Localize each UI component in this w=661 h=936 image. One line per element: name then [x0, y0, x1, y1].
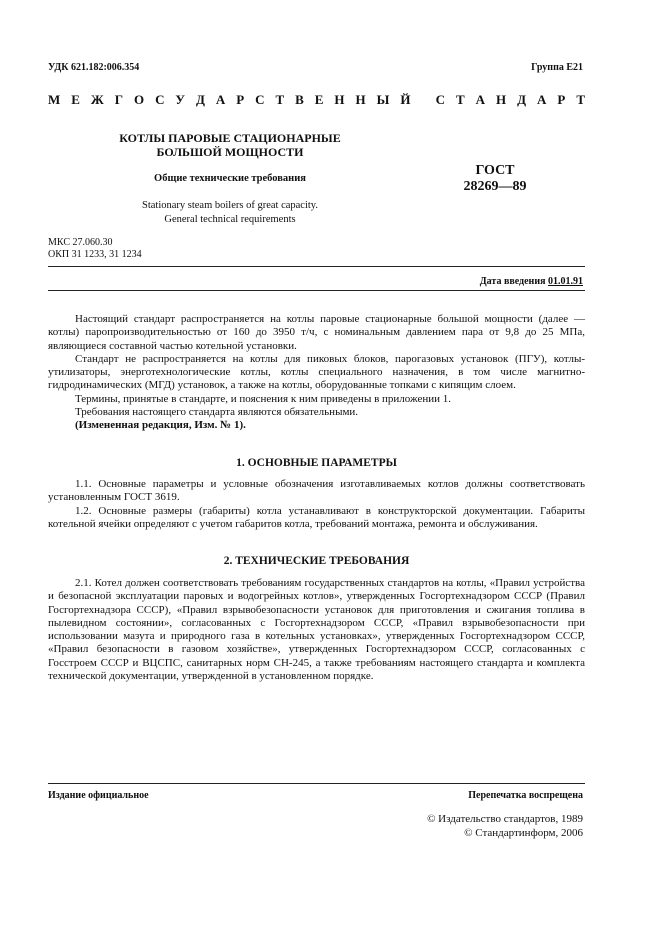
- clause-2-1: 2.1. Котел должен соответствовать требованиям государственных стандартов на котлы, «Правил устройства и безопасной эксплуатации паровых и водогрейных котлов», утвержденных Госгортехнадзором СССР (Правил Госгортехнадзора СССР), «Правил взрывобезопасности установок для приготовления и сжигания топлива в пылевидном состоянии», согласованных с Госгортехнадзором СССР, «Правил взрывобезопасности при использовании мазута и природного газа в котельных установках», утвержденных Госгортехнадзором СССР, «Правил безопасности в газовом хозяйстве», утвержденных Госгортехнадзором СССР, согласованных с Госстроем СССР и ВЦСПС, санитарных норм СН-245, а также требованиям настоящего стандарта и комплекта технической документации, утвержденной в установленном порядке.: [48, 577, 585, 683]
- banner-letter: Т: [456, 92, 465, 107]
- classification-codes: [48, 237, 142, 261]
- banner-letter: М: [48, 92, 61, 107]
- section-2-heading: 2. ТЕХНИЧЕСКИЕ ТРЕБОВАНИЯ: [223, 555, 410, 567]
- banner-letter: Н: [355, 92, 366, 107]
- udk-code: УДК 621.182:006.354: [48, 62, 140, 73]
- banner-letter: С: [255, 92, 265, 107]
- okp-code: ОКП 31 1233, 31 1234: [48, 249, 142, 260]
- copyright-block: [427, 812, 583, 840]
- section-1-heading: 1. ОСНОВНЫЕ ПАРАМЕТРЫ: [236, 457, 397, 469]
- intro-paragraph-3: Термины, принятые в стандарте, и пояснения к ним приведены в приложении 1.: [75, 392, 452, 405]
- intro-text: [48, 313, 585, 433]
- banner-letter: А: [475, 92, 486, 107]
- banner-letter: Ж: [90, 92, 104, 107]
- document-title: [95, 131, 365, 159]
- introduction-date: [480, 276, 583, 287]
- copyright-1989: © Издательство стандартов, 1989: [427, 813, 583, 825]
- banner-letter: Т: [275, 92, 285, 107]
- copyright-2006: © Стандартинформ, 2006: [464, 827, 583, 839]
- divider-after-date: [48, 290, 585, 291]
- group-code: Группа Е21: [531, 62, 583, 73]
- english-title: [95, 199, 365, 227]
- banner-letter: Н: [496, 92, 507, 107]
- banner-letter: С: [155, 92, 165, 107]
- intro-paragraph-1: Настоящий стандарт распространяется на котлы паровые стационарные большой мощности (далее — котлы) паропроизводительностью от 160 до 3950 т/ч, с номинальным давлением пара от 9,8 до 25 МПа, являющиеся составной частью котельной установки.: [48, 313, 585, 352]
- section-1-text: [48, 478, 585, 531]
- amendment-note: (Измененная редакция, Изм. № 1).: [75, 419, 246, 432]
- banner-letter: Н: [334, 92, 345, 107]
- intro-paragraph-2: Стандарт не распространяется на котлы для пиковых блоков, парогазовых установок (ПГУ), котлы-утилизаторы, энерготехнологические котлы, котлы специального назначения, в том числе магнитно-гидродинамических (МГД) установок, а также на котлы, оборудованные топками с кипящим слоем.: [48, 352, 585, 392]
- gost-label: ГОСТ: [475, 163, 515, 178]
- divider-top: [48, 266, 585, 267]
- clause-1-2: 1.2. Основные размеры (габариты) котла устанавливают в конструкторской документации. Габариты котельной ячейки определяют с учетом габаритов котла, требований монтажа, ремонта и обслуживания.: [48, 504, 585, 530]
- banner-letter: Р: [557, 92, 566, 107]
- banner-letter: Д: [195, 92, 205, 107]
- banner-letter: Г: [114, 92, 123, 107]
- section-2-text: [48, 577, 585, 683]
- banner-letter: С: [435, 92, 446, 107]
- banner-letter: А: [537, 92, 547, 107]
- title-line-2: БОЛЬШОЙ МОЩНОСТИ: [156, 145, 304, 159]
- english-title-line-2: General technical requirements: [164, 214, 296, 225]
- clause-1-1: 1.1. Основные параметры и условные обозначения изготавливаемых котлов должны соответствовать установленным ГОСТ 3619.: [48, 478, 585, 504]
- banner-letter: Е: [314, 92, 324, 107]
- gost-designation: [455, 163, 535, 195]
- gost-number: 28269—89: [463, 179, 527, 194]
- title-line-1: КОТЛЫ ПАРОВЫЕ СТАЦИОНАРНЫЕ: [119, 131, 341, 145]
- banner-letter: В: [295, 92, 304, 107]
- banner-letter: Р: [236, 92, 245, 107]
- intro-paragraph-4: Требования настоящего стандарта являются обязательными.: [75, 406, 359, 419]
- banner-letter: Й: [400, 92, 411, 107]
- banner-letter: Ы: [376, 92, 390, 107]
- banner-letter: О: [133, 92, 145, 107]
- banner-letter: Е: [71, 92, 80, 107]
- reprint-prohibited: Перепечатка воспрещена: [468, 790, 583, 801]
- introduction-date-label: Дата введения: [479, 276, 548, 287]
- banner-letter: А: [215, 92, 226, 107]
- english-title-line-1: Stationary steam boilers of great capacity.: [141, 200, 318, 211]
- divider-footer: [48, 783, 585, 784]
- interstate-standard-banner: [48, 92, 585, 108]
- document-subtitle: Общие технические требования: [154, 173, 306, 184]
- banner-letter: Т: [576, 92, 585, 107]
- mks-code: МКС 27.060.30: [48, 237, 113, 248]
- official-edition: Издание официальное: [48, 790, 149, 801]
- banner-letter: У: [175, 92, 185, 107]
- banner-letter: Д: [517, 92, 527, 107]
- banner-letter: [421, 92, 424, 108]
- introduction-date-value: 01.01.91: [548, 276, 583, 287]
